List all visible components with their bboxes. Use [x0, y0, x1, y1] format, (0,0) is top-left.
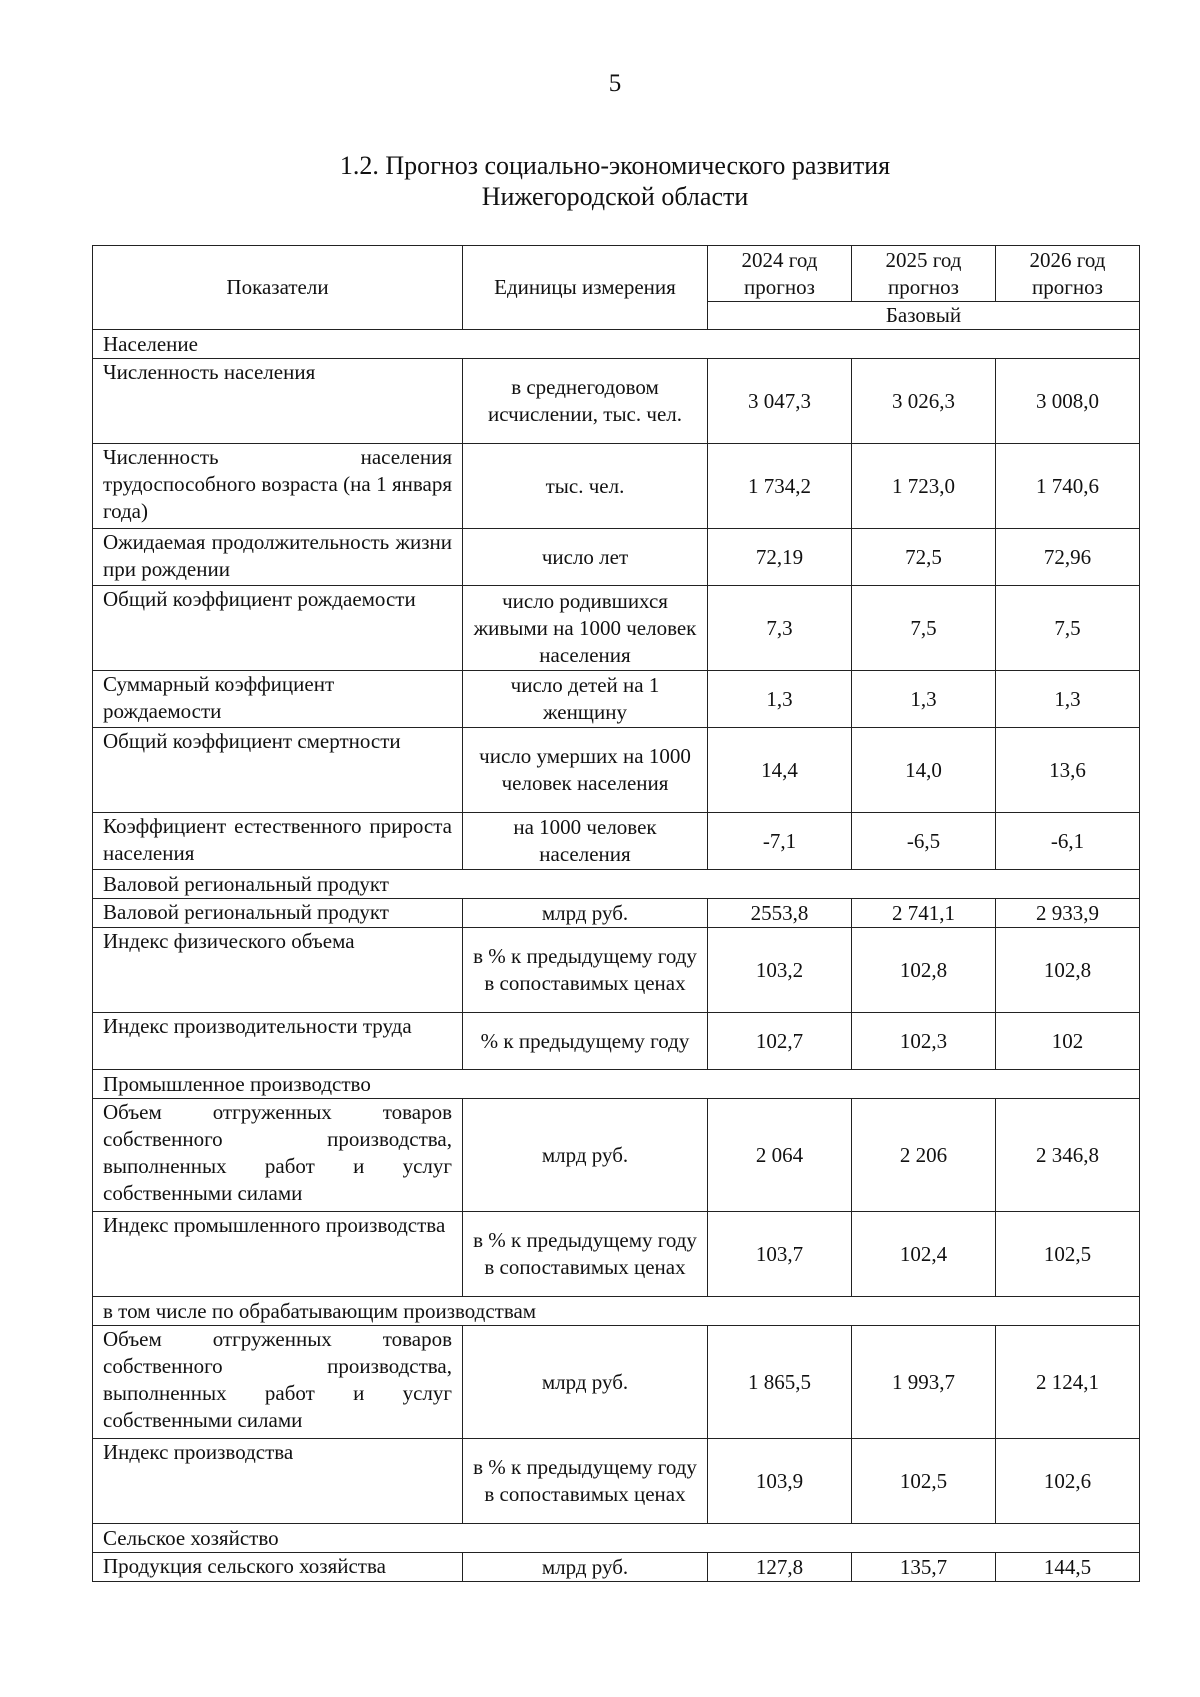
unit-cell: число родившихся живыми на 1000 человек населения: [463, 586, 708, 671]
value-cell-2024: 7,3: [708, 586, 852, 671]
unit-cell: в % к предыдущему году в сопоставимых ценах: [463, 928, 708, 1013]
header-year-2026: 2026 год прогноз: [996, 246, 1140, 302]
table-row: [93, 1439, 1140, 1524]
value-cell-2024: 1 734,2: [708, 444, 852, 529]
value-cell-2025: 14,0: [852, 728, 996, 813]
table-row: [93, 1013, 1140, 1070]
table-row: [93, 899, 1140, 928]
value-cell-2024: 14,4: [708, 728, 852, 813]
value-cell-2024: 103,7: [708, 1212, 852, 1297]
value-cell-2026: 7,5: [996, 586, 1140, 671]
table-row: [93, 1326, 1140, 1439]
value-cell-2026: 13,6: [996, 728, 1140, 813]
header-unit: Единицы измерения: [463, 246, 708, 330]
section-row: [93, 1070, 1140, 1099]
title-line-2: Нижегородской области: [481, 182, 749, 211]
section-row: [93, 1297, 1140, 1326]
section-row: [93, 1524, 1140, 1553]
indicator-cell: Индекс производства: [93, 1439, 463, 1524]
value-cell-2024: 1,3: [708, 671, 852, 728]
unit-cell: млрд руб.: [463, 1326, 708, 1439]
unit-cell: в % к предыдущему году в сопоставимых ценах: [463, 1439, 708, 1524]
value-cell-2026: 1,3: [996, 671, 1140, 728]
indicator-cell: Общий коэффициент смертности: [93, 728, 463, 813]
indicator-cell: Объем отгруженных товаров собственного производства, выполненных работ и услуг собственными силами: [93, 1099, 463, 1212]
value-cell-2025: 2 741,1: [852, 899, 996, 928]
table-row: [93, 1099, 1140, 1212]
value-cell-2026: -6,1: [996, 813, 1140, 870]
unit-cell: млрд руб.: [463, 1099, 708, 1212]
value-cell-2026: 2 933,9: [996, 899, 1140, 928]
section-title: Валовой региональный продукт: [93, 870, 1140, 899]
unit-cell: в среднегодовом исчислении, тыс. чел.: [463, 359, 708, 444]
indicator-cell: Ожидаемая продолжительность жизни при рождении: [93, 529, 463, 586]
forecast-table-body: [93, 246, 1140, 1582]
table-row: [93, 359, 1140, 444]
value-cell-2024: 103,2: [708, 928, 852, 1013]
value-cell-2025: 1 723,0: [852, 444, 996, 529]
indicator-cell: Объем отгруженных товаров собственного производства, выполненных работ и услуг собственными силами: [93, 1326, 463, 1439]
unit-cell: тыс. чел.: [463, 444, 708, 529]
value-cell-2024: 2 064: [708, 1099, 852, 1212]
table-row: [93, 813, 1140, 870]
unit-cell: число умерших на 1000 человек населения: [463, 728, 708, 813]
value-cell-2024: 102,7: [708, 1013, 852, 1070]
value-cell-2025: 7,5: [852, 586, 996, 671]
unit-cell: число лет: [463, 529, 708, 586]
table-row: [93, 529, 1140, 586]
value-cell-2025: 102,5: [852, 1439, 996, 1524]
value-cell-2024: 72,19: [708, 529, 852, 586]
unit-cell: млрд руб.: [463, 899, 708, 928]
value-cell-2026: 2 124,1: [996, 1326, 1140, 1439]
value-cell-2024: 1 865,5: [708, 1326, 852, 1439]
value-cell-2026: 102,8: [996, 928, 1140, 1013]
section-row: [93, 330, 1140, 359]
table-row: [93, 928, 1140, 1013]
indicator-cell: Индекс промышленного производства: [93, 1212, 463, 1297]
table-row: [93, 1212, 1140, 1297]
unit-cell: % к предыдущему году: [463, 1013, 708, 1070]
value-cell-2025: 102,4: [852, 1212, 996, 1297]
header-scenario: Базовый: [708, 302, 1140, 330]
header-year-2024: 2024 год прогноз: [708, 246, 852, 302]
value-cell-2026: 72,96: [996, 529, 1140, 586]
table-row: [93, 444, 1140, 529]
table-row: [93, 1553, 1140, 1582]
value-cell-2026: 2 346,8: [996, 1099, 1140, 1212]
value-cell-2025: 1,3: [852, 671, 996, 728]
header-indicator: Показатели: [93, 246, 463, 330]
page-title: [0, 150, 1200, 212]
value-cell-2026: 102,5: [996, 1212, 1140, 1297]
value-cell-2026: 144,5: [996, 1553, 1140, 1582]
indicator-cell: Общий коэффициент рождаемости: [93, 586, 463, 671]
unit-cell: млрд руб.: [463, 1553, 708, 1582]
value-cell-2024: 103,9: [708, 1439, 852, 1524]
title-line-1: 1.2. Прогноз социально-экономического развития: [339, 151, 891, 180]
value-cell-2024: 127,8: [708, 1553, 852, 1582]
value-cell-2025: 135,7: [852, 1553, 996, 1582]
value-cell-2025: 2 206: [852, 1099, 996, 1212]
page-number: 5: [608, 70, 622, 97]
header-row: [93, 246, 1140, 302]
value-cell-2024: 3 047,3: [708, 359, 852, 444]
value-cell-2025: -6,5: [852, 813, 996, 870]
indicator-cell: Индекс производительности труда: [93, 1013, 463, 1070]
value-cell-2025: 3 026,3: [852, 359, 996, 444]
value-cell-2024: -7,1: [708, 813, 852, 870]
unit-cell: в % к предыдущему году в сопоставимых ценах: [463, 1212, 708, 1297]
section-title: Население: [93, 330, 1140, 359]
table-row: [93, 728, 1140, 813]
section-title: в том числе по обрабатывающим производствам: [93, 1297, 1140, 1326]
value-cell-2026: 102: [996, 1013, 1140, 1070]
indicator-cell: Численность населения трудоспособного возраста (на 1 января года): [93, 444, 463, 529]
section-title: Сельское хозяйство: [93, 1524, 1140, 1553]
value-cell-2025: 1 993,7: [852, 1326, 996, 1439]
section-title: Промышленное производство: [93, 1070, 1140, 1099]
indicator-cell: Индекс физического объема: [93, 928, 463, 1013]
value-cell-2026: 1 740,6: [996, 444, 1140, 529]
indicator-cell: Продукция сельского хозяйства: [93, 1553, 463, 1582]
value-cell-2025: 102,8: [852, 928, 996, 1013]
table-row: [93, 671, 1140, 728]
value-cell-2025: 102,3: [852, 1013, 996, 1070]
value-cell-2026: 3 008,0: [996, 359, 1140, 444]
unit-cell: на 1000 человек населения: [463, 813, 708, 870]
value-cell-2026: 102,6: [996, 1439, 1140, 1524]
indicator-cell: Численность населения: [93, 359, 463, 444]
section-row: [93, 870, 1140, 899]
value-cell-2024: 2553,8: [708, 899, 852, 928]
unit-cell: число детей на 1 женщину: [463, 671, 708, 728]
forecast-table: [92, 245, 1140, 1582]
header-year-2025: 2025 год прогноз: [852, 246, 996, 302]
indicator-cell: Валовой региональный продукт: [93, 899, 463, 928]
value-cell-2025: 72,5: [852, 529, 996, 586]
table-row: [93, 586, 1140, 671]
indicator-cell: Коэффициент естественного прироста населения: [93, 813, 463, 870]
indicator-cell: Суммарный коэффициент рождаемости: [93, 671, 463, 728]
